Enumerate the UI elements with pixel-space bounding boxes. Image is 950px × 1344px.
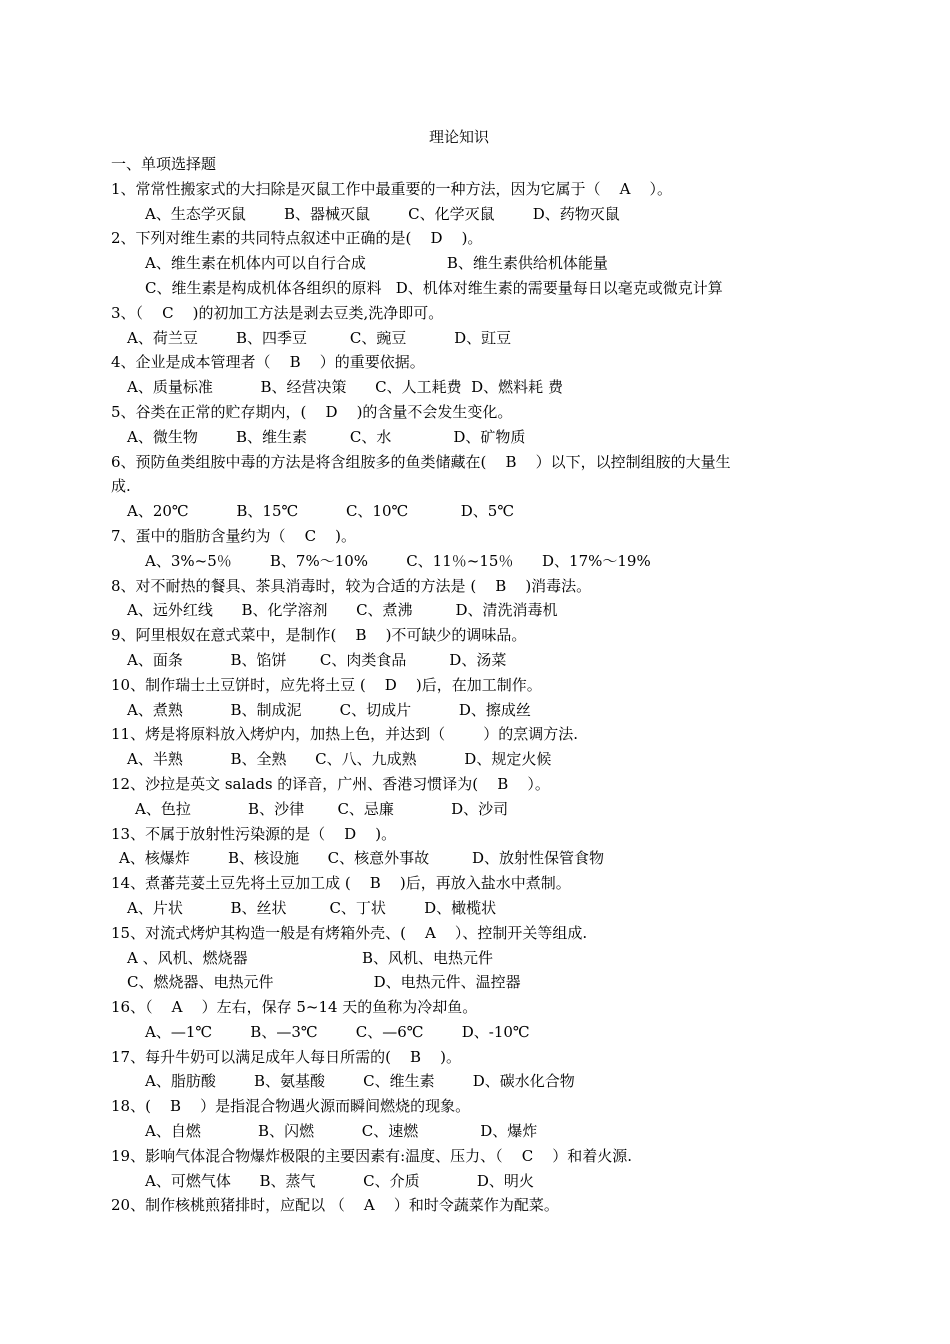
answer-options-line: A、20℃ B、15℃ C、10℃ D、5℃ (127, 502, 515, 521)
question-line: 18、( B ）是指混合物遇火源而瞬间燃烧的现象。 (111, 1097, 471, 1116)
question-line: 成. (111, 477, 131, 496)
answer-options-line: A、维生素在机体内可以自行合成 B、维生素供给机体能量 (145, 254, 608, 273)
answer-options-line: A、煮熟 B、制成泥 C、切成片 D、擦成丝 (127, 700, 531, 719)
question-line: 8、对不耐热的餐具、茶具消毒时，较为合适的方法是 ( B )消毒法。 (111, 576, 592, 595)
answer-options-line: A、自燃 B、闪燃 C、速燃 D、爆炸 (145, 1122, 538, 1141)
question-line: 20、制作核桃煎猪排时，应配以 （ A ）和时令蔬菜作为配菜。 (111, 1196, 559, 1215)
question-line: 9、阿里根奴在意式菜中，是制作( B )不可缺少的调味品。 (111, 626, 527, 645)
document-title: 理论知识 (428, 128, 489, 146)
answer-options-line: A、荷兰豆 B、四季豆 C、豌豆 D、豇豆 (127, 328, 512, 347)
document-body (111, 152, 821, 1218)
question-line: 2、下列对维生素的共同特点叙述中正确的是( D )。 (111, 229, 483, 248)
question-line: 14、煮蕃芫荽土豆先将土豆加工成 ( B )后，再放入盐水中煮制。 (111, 874, 571, 893)
answer-options-line: A、微生物 B、维生素 C、水 D、矿物质 (127, 427, 526, 446)
answer-options-line: A、生态学灭鼠 B、器械灭鼠 C、化学灭鼠 D、药物灭鼠 (145, 204, 620, 223)
question-line: 10、制作瑞士土豆饼时，应先将土豆 ( D )后，在加工制作。 (111, 675, 542, 694)
question-line: 16、（ A ）左右，保存 5~14 天的鱼称为冷却鱼。 (111, 998, 478, 1017)
question-line: 4、企业是成本管理者（ B ）的重要依据。 (111, 353, 425, 372)
answer-options-line: A、可燃气体 B、蒸气 C、介质 D、明火 (145, 1171, 534, 1190)
answer-options-line: A 、风机、燃烧器 B、风机、电热元件 (127, 948, 494, 967)
question-list (111, 177, 821, 1218)
question-line: 7、蛋中的脂肪含量约为（ C )。 (111, 526, 357, 545)
question-line: 17、每升牛奶可以满足成年人每日所需的( B )。 (111, 1047, 461, 1066)
question-line: 11、烤是将原料放入烤炉内，加热上色，并达到（ ）的烹调方法. (111, 725, 579, 744)
answer-options-line: A、面条 B、馅饼 C、肉类食品 D、汤菜 (127, 650, 507, 669)
answer-options-line: C、燃烧器、电热元件 D、电热元件、温控器 (127, 973, 521, 992)
question-line: 15、对流式烤炉其构造一般是有烤箱外壳、( A ）、控制开关等组成. (111, 923, 588, 942)
answer-options-line: A、3%~5％ B、7%～10% C、11％~15％ D、17%～19% (145, 551, 651, 570)
question-line: 13、不属于放射性污染源的是（ D )。 (111, 824, 397, 843)
answer-options-line: A、半熟 B、全熟 C、八、九成熟 D、规定火候 (127, 750, 552, 769)
answer-options-line: A、质量标准 B、经营决策 C、人工耗费 D、燃料耗 费 (127, 378, 563, 397)
question-line: 1、常常性搬家式的大扫除是灭鼠工作中最重要的一种方法，因为它属于（ A ）。 (111, 179, 673, 198)
answer-options-line: C、维生素是构成机体各组织的原料 D、机体对维生素的需要量每日以毫克或微克计算 (145, 278, 723, 297)
section-heading: 一、单项选择题 (111, 155, 217, 173)
question-line: 3、（ C )的初加工方法是剥去豆类,洗净即可。 (111, 303, 444, 322)
question-line: 6、预防鱼类组胺中毒的方法是将含组胺多的鱼类储藏在( B ）以下，以控制组胺的大量生 (111, 452, 731, 471)
answer-options-line: A、片状 B、丝状 C、丁状 D、橄榄状 (127, 898, 497, 917)
question-line: 19、影响气体混合物爆炸极限的主要因素有:温度、压力、（ C ）和着火源. (111, 1146, 633, 1165)
answer-options-line: A、色拉 B、沙律 C、忌廉 D、沙司 (135, 799, 509, 818)
answer-options-line: A、脂肪酸 B、氨基酸 C、维生素 D、碳水化合物 (145, 1072, 575, 1091)
answer-options-line: A、—1℃ B、—3℃ C、—6℃ D、-10℃ (145, 1022, 530, 1041)
answer-options-line: A、核爆炸 B、核设施 C、核意外事故 D、放射性保管食物 (119, 849, 605, 868)
answer-options-line: A、远外红线 B、化学溶剂 C、煮沸 D、清洗消毒机 (127, 601, 558, 620)
question-line: 12、沙拉是英文 salads 的译音，广州、香港习惯译为( B ）。 (111, 774, 550, 793)
question-line: 5、谷类在正常的贮存期内，( D )的含量不会发生变化。 (111, 402, 513, 421)
